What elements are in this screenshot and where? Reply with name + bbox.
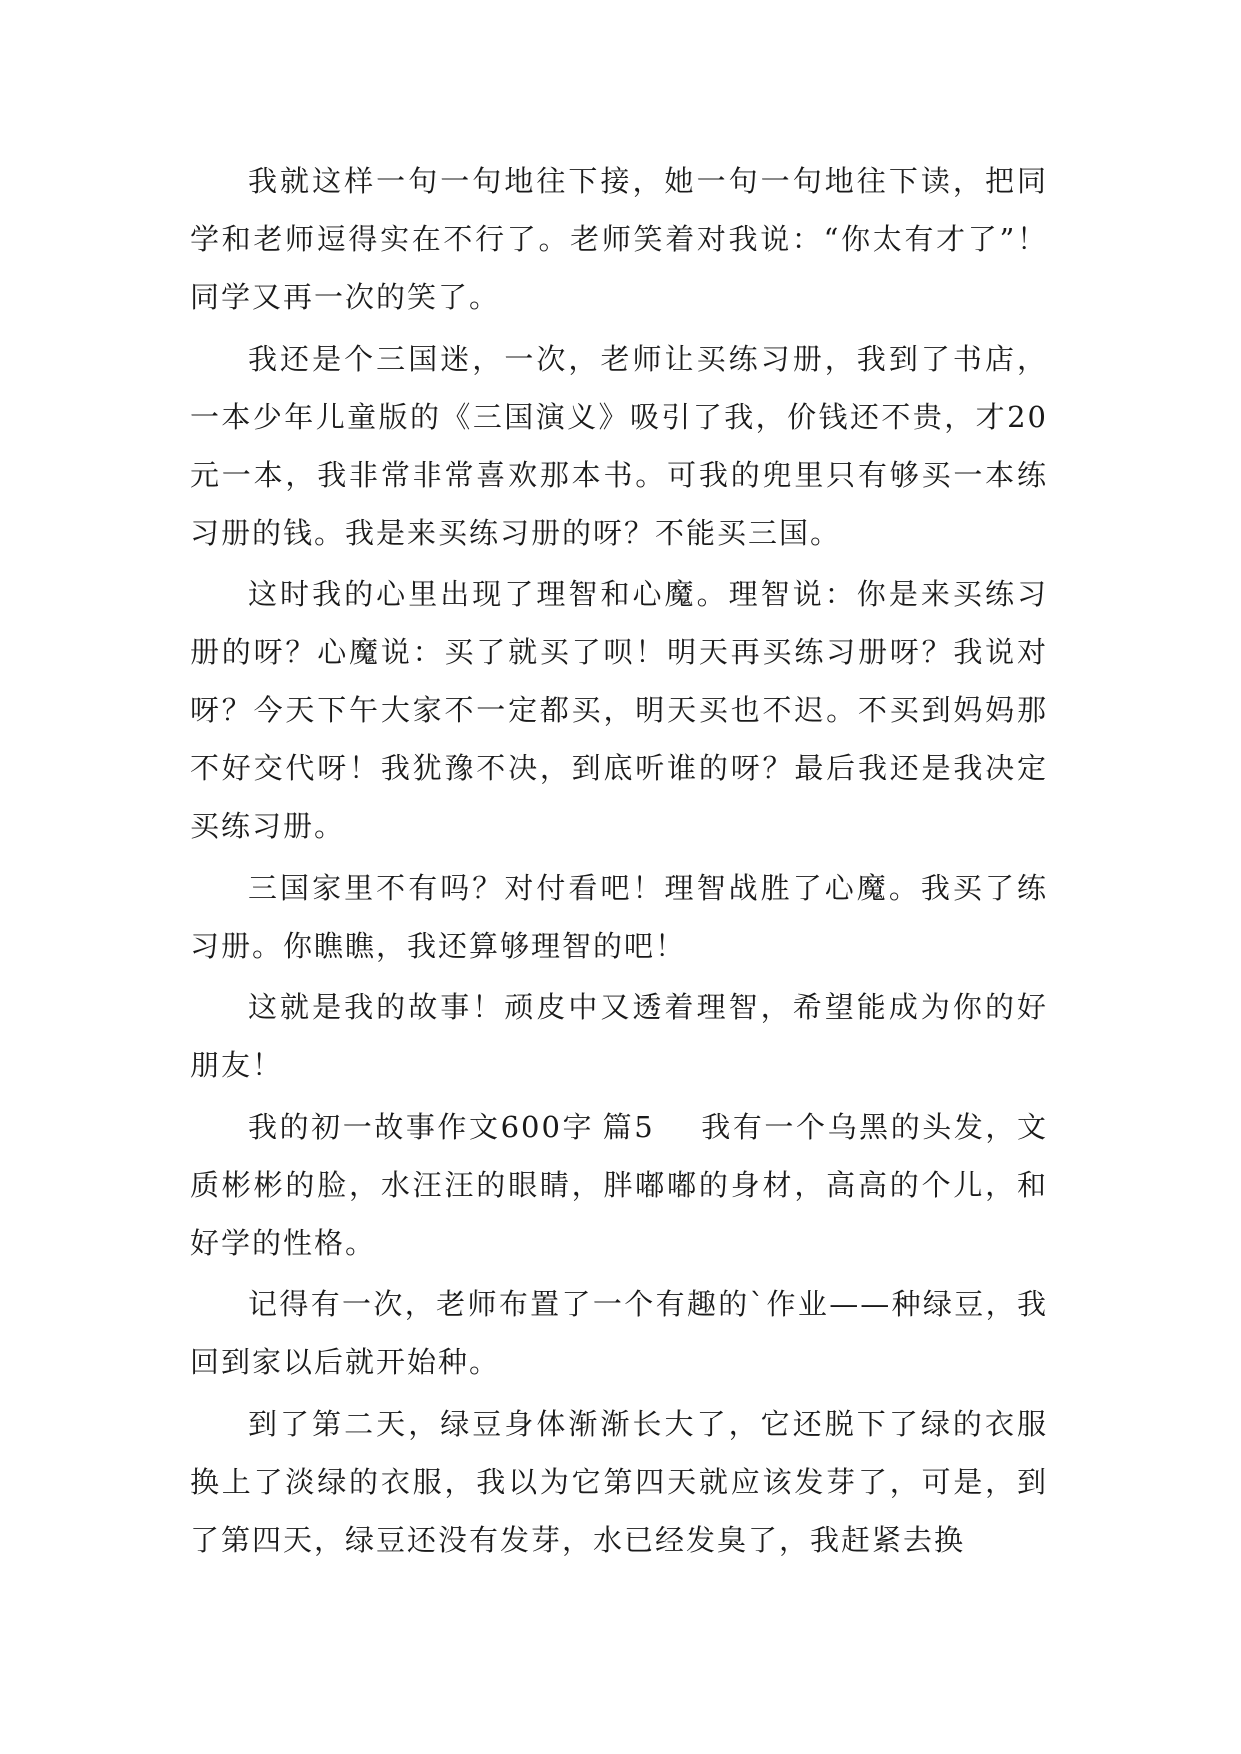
paragraph: 我就这样一句一句地往下接，她一句一句地往下读，把同学和老师逗得实在不行了。老师笑着对我说：“你太有才了”！同学又再一次的笑了。 <box>190 164 1048 314</box>
essay-first-text: 我有一个乌黑的头发，文质彬彬的脸，水汪汪的眼睛，胖嘟嘟的身材，高高的个儿，和好学的性格。 <box>190 1109 1049 1260</box>
paragraph: 到了第二天，绿豆身体渐渐长大了，它还脱下了绿的衣服换上了淡绿的衣服，我以为它第四天就应该发芽了，可是，到了第四天，绿豆还没有发芽，水已经发臭了，我赶紧去换 <box>190 1406 1048 1557</box>
essay-title: 我的初一故事作文600字 <box>248 1109 595 1144</box>
paragraph: 这就是我的故事！顽皮中又透着理智，希望能成为你的好朋友！ <box>190 990 1048 1082</box>
paragraph: 三国家里不有吗？对付看吧！理智战胜了心魔。我买了练习册。你瞧瞧，我还算够理智的吧！ <box>190 870 1048 963</box>
paragraph: 记得有一次，老师布置了一个有趣的`作业——种绿豆，我回到家以后就开始种。 <box>190 1287 1048 1379</box>
essay-heading-paragraph <box>190 1098 1048 1272</box>
essay-section-label: 篇5 <box>602 1109 655 1144</box>
document-body <box>190 152 1048 1572</box>
paragraph: 这时我的心里出现了理智和心魔。理智说：你是来买练习册的呀？心魔说：买了就买了呗！明天再买练习册呀？我说对呀？今天下午大家不一定都买，明天买也不迟。不买到妈妈那不好交代呀！我犹豫不决，到底听谁的呀？最后我还是我决定买练习册。 <box>190 577 1048 843</box>
paragraph: 我还是个三国迷，一次，老师让买练习册，我到了书店，一本少年儿童版的《三国演义》吸引了我，价钱还不贵，才20元一本，我非常非常喜欢那本书。可我的兜里只有够买一本练习册的钱。我是来买练习册的呀？不能买三国。 <box>190 341 1048 550</box>
